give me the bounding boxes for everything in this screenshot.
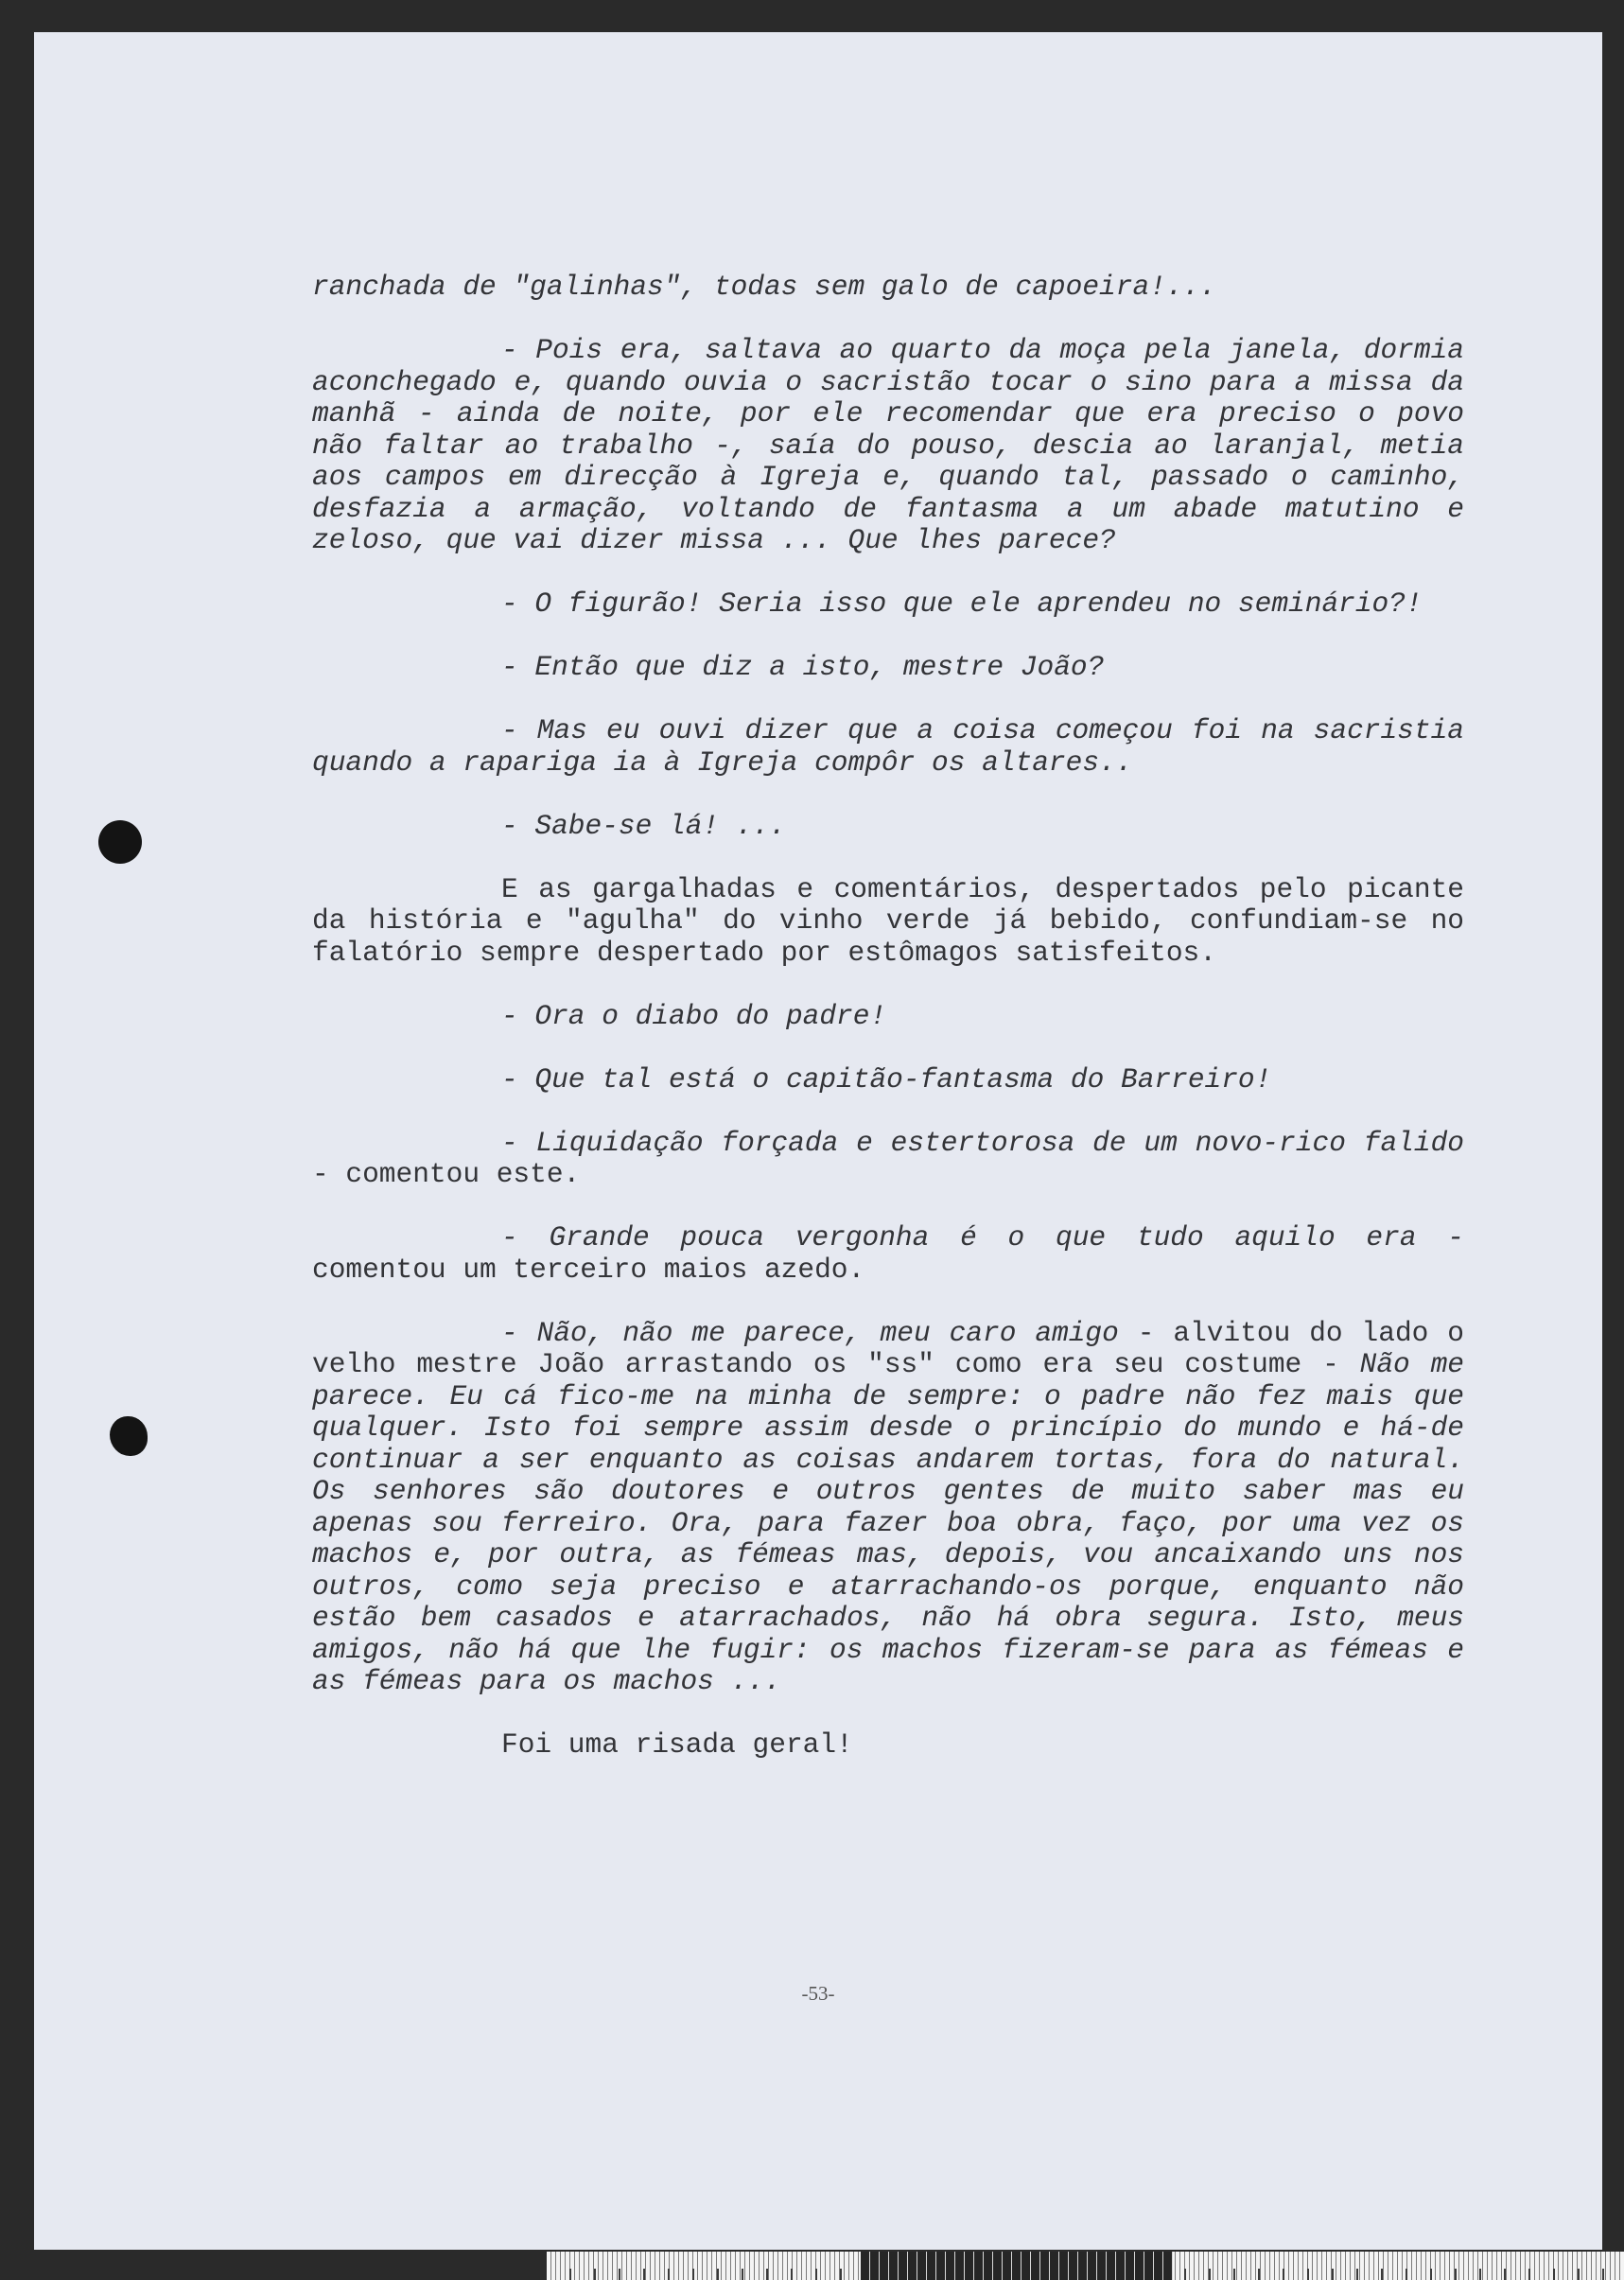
paragraph [312, 811, 1464, 843]
paragraph [312, 1729, 1464, 1762]
text-segment: - Ora o diabo do padre! [501, 999, 887, 1032]
text-segment: - Que tal está o capitão-fantasma do Barreiro! [501, 1062, 1272, 1096]
text-segment: - Não, não me parece, meu caro amigo [501, 1316, 1119, 1349]
paragraph [312, 715, 1464, 779]
text-segment: Foi uma risada geral! [501, 1728, 853, 1761]
body-text [312, 272, 1464, 1793]
text-segment: Não me parece. Eu cá fico-me na minha de sempre: o padre não fez mais que qualquer. Isto foi sempre assim desde o princípio do mundo e há-de continuar a ser enquanto as coisas andarem tortas, fora do natural. Os senhores são doutores e outros gentes de muito saber mas eu apenas sou ferreiro. Ora, para fazer boa obra, faço, por uma vez os machos e, por outra, as fémeas mas, depois, vou ancaixando uns nos outros, como seja preciso e atarrachando-os porque, enquanto não estão bem casados e atarrachados, não há obra segura. Isto, meus amigos, não há que lhe fugir: os machos fizeram-se para as fémeas e as fémeas para os machos ... [312, 1348, 1464, 1697]
text-segment: - Sabe-se lá! ... [501, 809, 786, 842]
page-number: -53- [801, 1982, 835, 2005]
paragraph [312, 1222, 1464, 1286]
text-segment: - Liquidação forçada e estertorosa de um novo-rico falido [501, 1126, 1464, 1159]
paragraph [312, 1128, 1464, 1191]
document-page [34, 32, 1602, 2250]
text-segment: - Pois era, saltava ao quarto da moça pela janela, dormia aconchegado e, quando ouvia o sacristão tocar o sino para a missa da manhã - ainda de noite, por ele recomendar que era preciso o povo não faltar ao trabalho -, saía do pouso, descia ao laranjal, metia aos campos em direcção à Igreja e, quando tal, passado o caminho, desfazia a armação, voltando de fantasma a um abade matutino e zeloso, que vai dizer missa ... Que lhes parece? [312, 334, 1464, 556]
text-segment: E as gargalhadas e comentários, despertados pelo picante da história e "agulha" do vinho verde já bebido, confundiam-se no falatório sempre despertado por estômagos satisfeitos. [312, 872, 1464, 969]
text-segment: comentou um terceiro maios azedo. [312, 1253, 865, 1286]
paragraph [312, 588, 1464, 621]
text-segment: - O figurão! Seria isso que ele aprendeu no seminário?! [501, 588, 1423, 620]
text-segment: - alvitou do lado o velho mestre João arrastando os "ss" como era seu costume - [312, 1316, 1464, 1380]
paragraph [312, 335, 1464, 557]
text-segment: - comentou este. [312, 1158, 581, 1190]
paragraph [312, 874, 1464, 970]
punch-hole [110, 1416, 148, 1456]
paragraph [312, 1318, 1464, 1698]
scan-ruler-scale [861, 2252, 1173, 2280]
paragraph [312, 1001, 1464, 1033]
text-segment: ranchada de "galinhas", todas sem galo de capoeira!... [312, 271, 1216, 303]
paragraph [312, 652, 1464, 684]
text-segment: - Grande pouca vergonha é o que tudo aquilo era - [501, 1221, 1464, 1254]
text-segment: - Mas eu ouvi dizer que a coisa começou foi na sacristia quando a rapariga ia à Igreja compôr os altares.. [312, 714, 1464, 779]
text-segment: - Então que diz a isto, mestre João? [501, 651, 1105, 683]
paragraph [312, 1064, 1464, 1096]
paragraph [312, 272, 1464, 304]
punch-hole [98, 820, 142, 864]
